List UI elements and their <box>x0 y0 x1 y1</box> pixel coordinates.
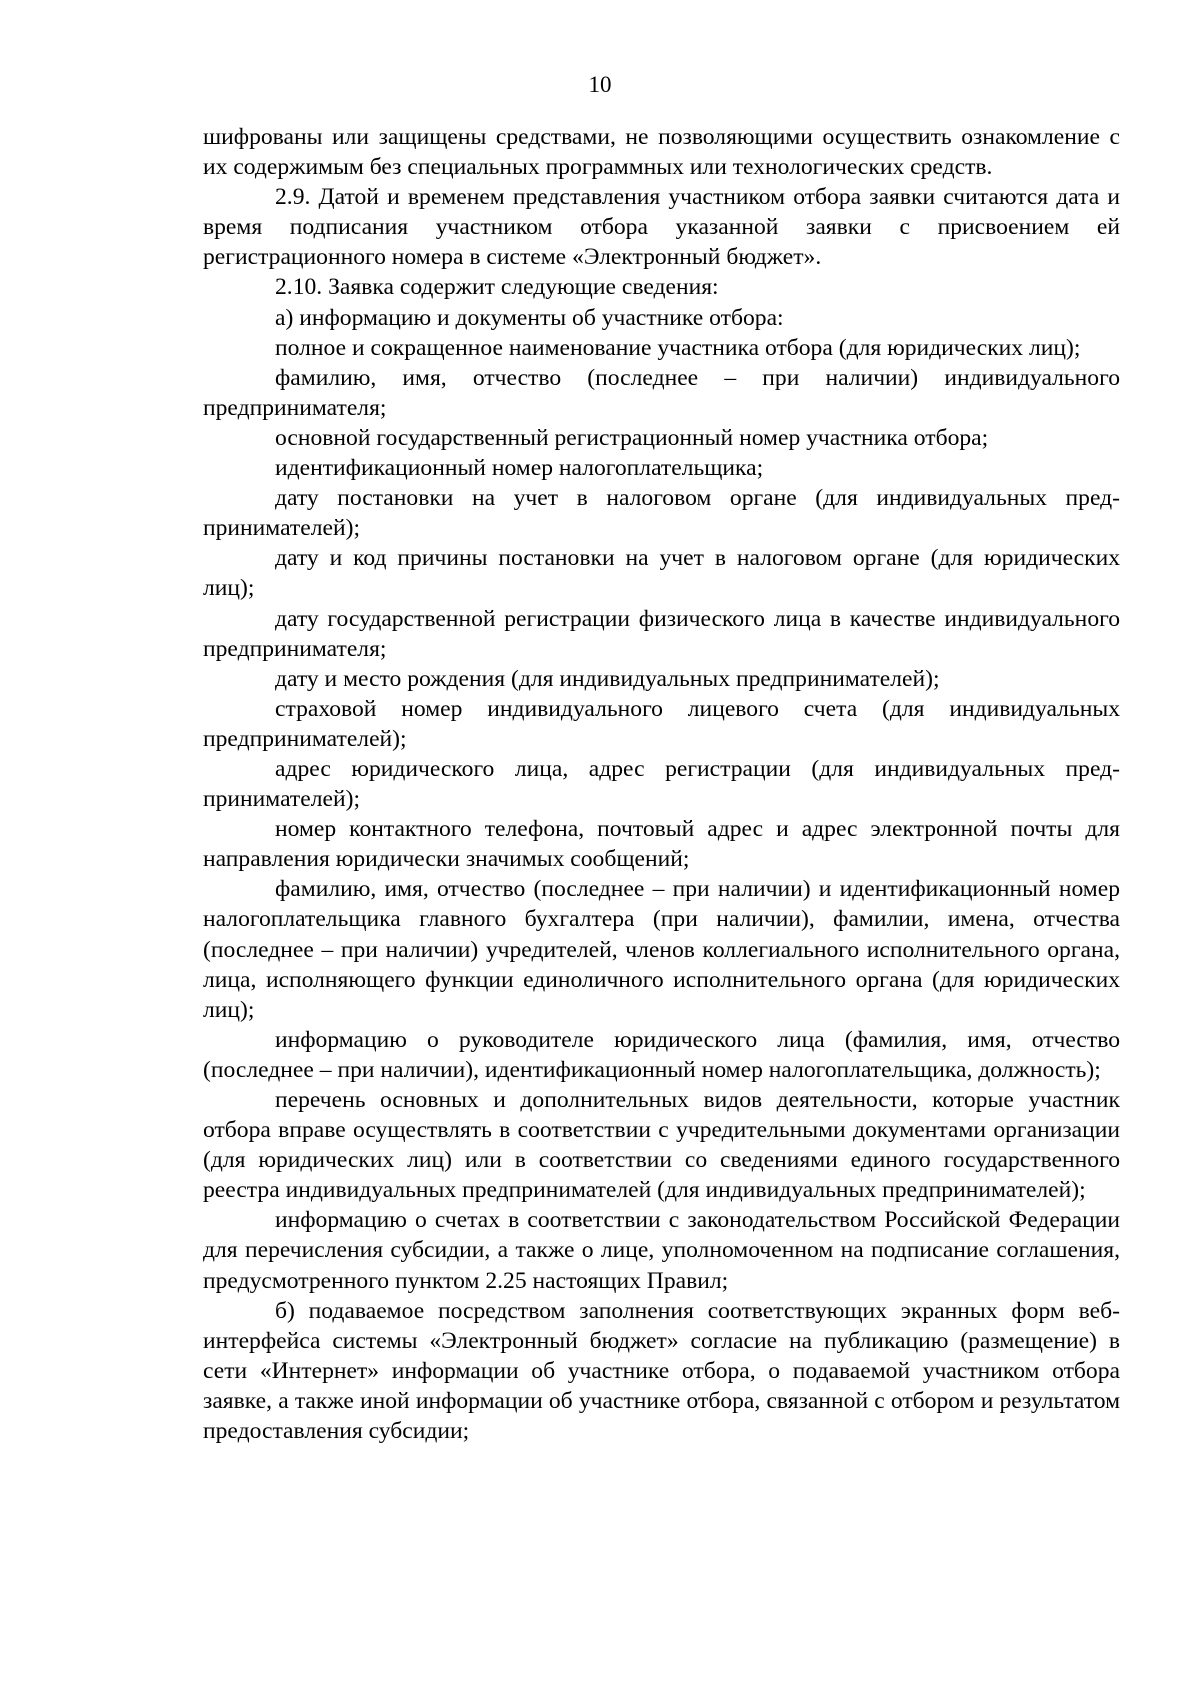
list-item-address: адрес юридического лица, адрес регистрации (для индивидуальных предпринимателей); <box>203 755 1120 813</box>
list-item-accountant-founders: фамилию, имя, отчество (последнее – при наличии) и идентификационный номер налогоплательщика главного бухгалтера (при наличии), фамилии, имена, отчества (последнее – при наличии) учредителей, членов коллегиального исполнительного органа, лица, исполняющего функции единоличного исполнительного органа (для юридических лиц); <box>203 876 1120 1023</box>
list-item-fio: фамилию, имя, отчество (последнее – при наличии) индивидуального предпринимателя; <box>203 364 1120 421</box>
list-item-head: информацию о руководителе юридического лица (фамилия, имя, отчество (последнее – при наличии), идентификационный номер налогоплательщика, должность); <box>203 1026 1120 1083</box>
list-item-birth: дату и место рождения (для индивидуальных предпринимателей); <box>275 665 940 692</box>
list-item-ogrn: основной государственный регистрационный номер участника отбора; <box>275 424 989 451</box>
list-item-snils: страховой номер индивидуального лицевого счета (для индивидуальных предпринимателей); <box>203 695 1120 752</box>
list-item-activities: перечень основных и дополнительных видов деятельности, которые участник отбора вправе осуществлять в соответствии с учредительными документами организации (для юридических лиц) или в соответствии со сведениями единого государственного реестра индивидуальных предпринимателей (для индивидуальных предпринимателей); <box>203 1087 1120 1204</box>
list-item-kpp: дату и код причины постановки на учет в налоговом органе (для юридических лиц); <box>203 545 1120 602</box>
paragraph-2-9: 2.9. Датой и временем представления участником отбора заявки считаются дата и время подписания участником отбора указанной заявки с присвоением ей регистрационного номера в системе «Электронный бюджет». <box>203 184 1120 271</box>
paragraph-item-b: б) подаваемое посредством заполнения соответствующих экранных форм веб-интерфейса системы «Электронный бюджет» согласие на публикацию (размещение) в сети «Интернет» информации об участнике отбора, о подаваемой участником отбора заявке, а также иной информации об участнике отбора, связанной с отбором и результатом предоставления субсидии; <box>203 1297 1120 1445</box>
paragraph-2-10: 2.10. Заявка содержит следующие сведения: <box>275 274 719 301</box>
list-item-contacts: номер контактного телефона, почтовый адрес и адрес электронной почты для направления юридически значимых сообщений; <box>203 816 1120 873</box>
document-body <box>203 122 1120 1446</box>
list-item-name: полное и сокращенное наименование участника отбора (для юридических лиц); <box>275 334 1081 361</box>
paragraph-continuation: шифрованы или защищены средствами, не позволяющими осуществить ознакомление с их содержимым без специальных программных или технологических средств. <box>203 124 1120 181</box>
page-number: 10 <box>588 72 612 97</box>
paragraph-item-a: а) информацию и документы об участнике отбора: <box>275 304 784 331</box>
list-item-inn: идентификационный номер налогоплательщика; <box>275 455 764 482</box>
list-item-accounts: информацию о счетах в соответствии с законодательством Российской Федерации для перечисления субсидии, а также о лице, уполномоченном на подписание соглашения, предусмотренного пунктом 2.25 настоящих Правил; <box>203 1207 1120 1294</box>
list-item-state-registration: дату государственной регистрации физического лица в качестве индивидуального предпринимателя; <box>203 605 1120 662</box>
list-item-tax-registration-date: дату постановки на учет в налоговом органе (для индивидуальных предпринимателей); <box>203 485 1120 542</box>
